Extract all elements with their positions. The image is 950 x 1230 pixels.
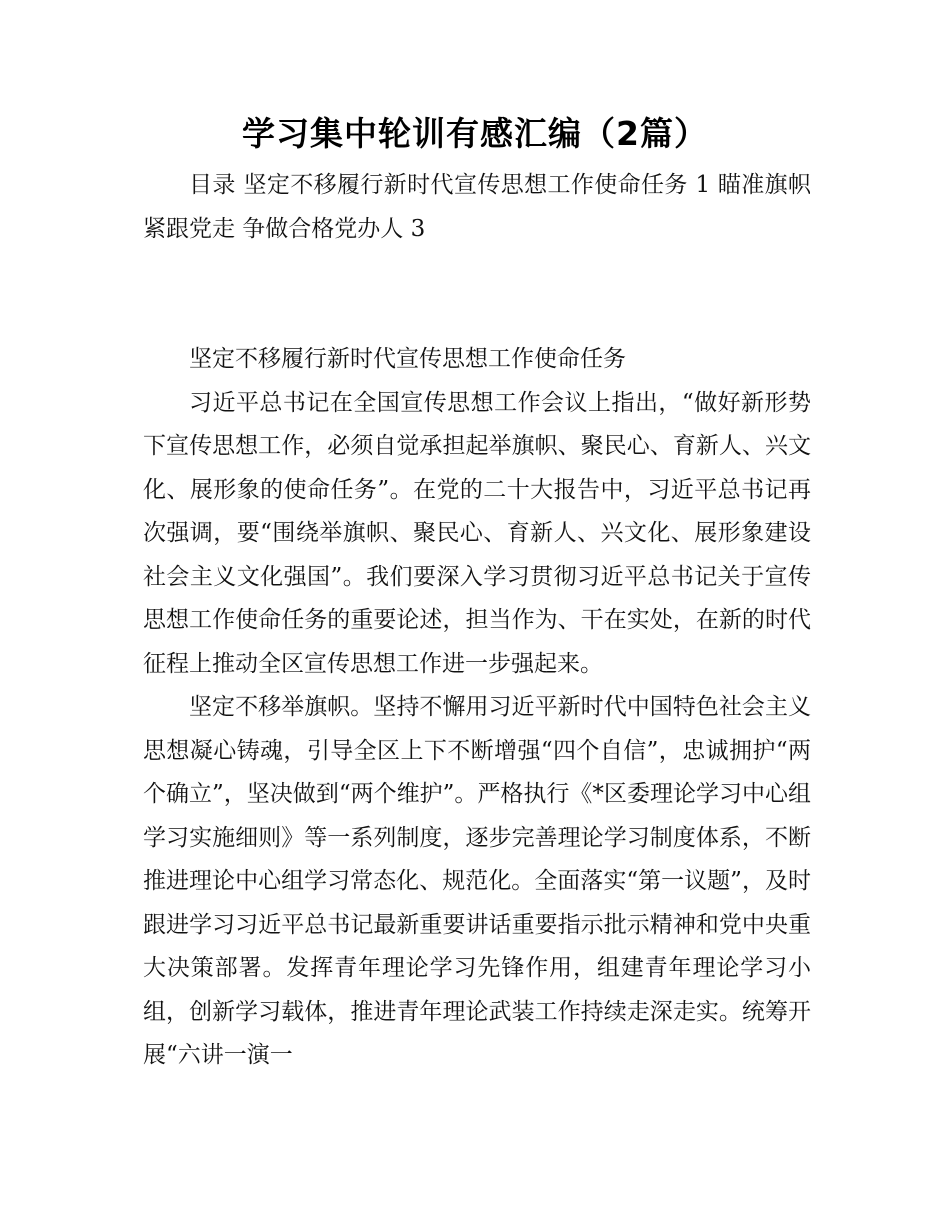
body-paragraph-1: 习近平总书记在全国宣传思想工作会议上指出，“做好新形势下宣传思想工作，必须自觉承担起举旗帜、聚民心、育新人、兴文化、展形象的使命任务”。在党的二十大报告中，习近平总书记再次强调，要“围绕举旗帜、聚民心、育新人、兴文化、展形象建设社会主义文化强国”。我们要深入学习贯彻习近平总书记关于宣传思想工作使命任务的重要论述，担当作为、干在实处，在新的时代征程上推动全区宣传思想工作进一步强起来。 bbox=[143, 389, 811, 677]
blank-gap bbox=[143, 251, 811, 338]
document-title: 学习集中轮训有感汇编（2篇） bbox=[242, 114, 708, 153]
section-heading: 坚定不移履行新时代宣传思想工作使命任务 bbox=[189, 346, 626, 372]
table-of-contents: 目录 坚定不移履行新时代宣传思想工作使命任务 1 瞄准旗帜 紧跟党走 争做合格党办人 3 bbox=[143, 172, 811, 242]
body-paragraph-2: 坚定不移举旗帜。坚持不懈用习近平新时代中国特色社会主义思想凝心铸魂，引导全区上下不断增强“四个自信”，忠诚拥护“两个确立”，坚决做到“两个维护”。严格执行《*区委理论学习中心组学习实施细则》等一系列制度，逐步完善理论学习制度体系，不断推进理论中心组学习常态化、规范化。全面落实“第一议题”，及时跟进学习习近平总书记最新重要讲话重要指示批示精神和党中央重大决策部署。发挥青年理论学习先锋作用，组建青年理论学习小组，创新学习载体，推进青年理论武装工作持续走深走实。统筹开展“六讲一演一 bbox=[143, 694, 811, 1068]
document-body bbox=[143, 164, 811, 1078]
